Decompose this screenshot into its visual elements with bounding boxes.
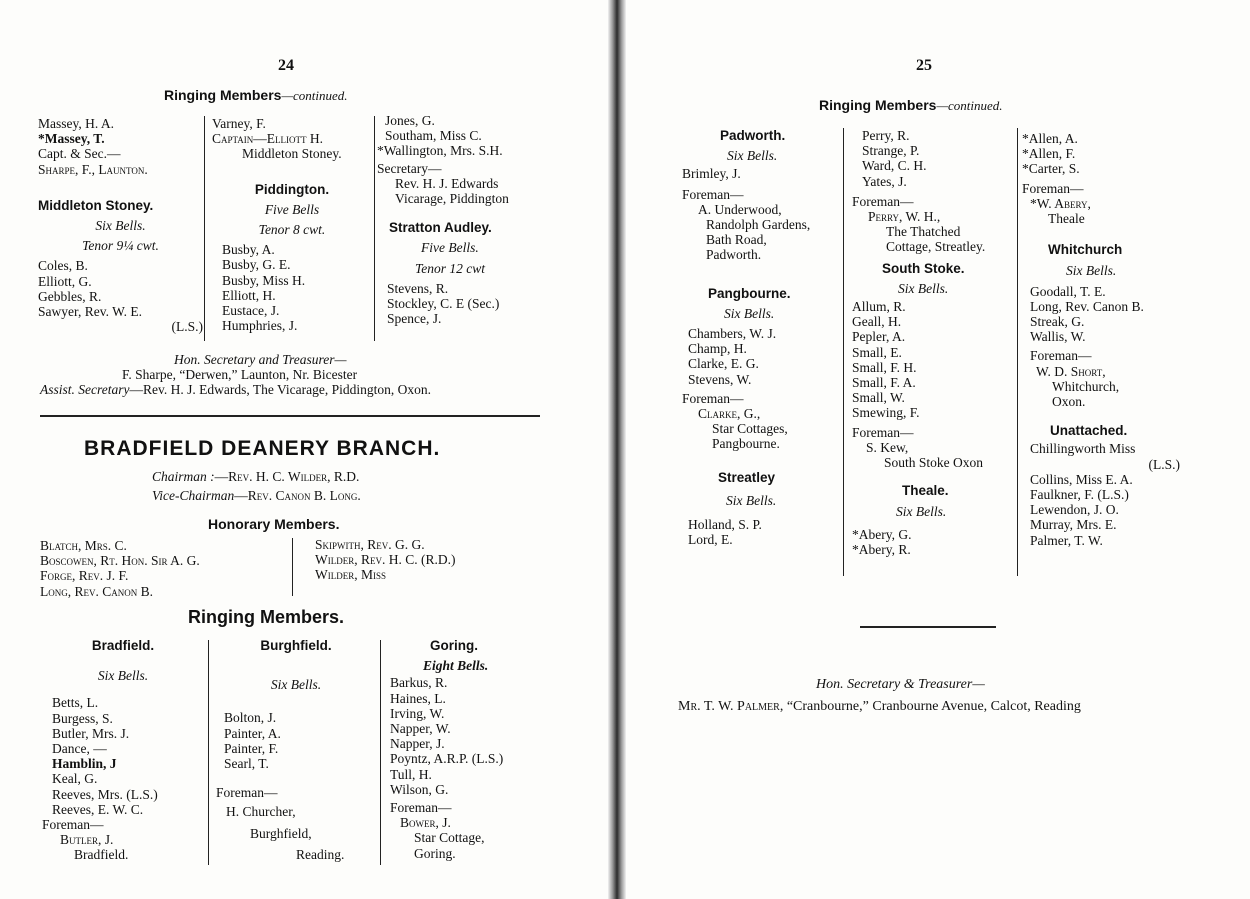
column-whitchurch — [1022, 131, 1202, 548]
member: Collins, Miss E. A. — [1030, 471, 1133, 487]
member: *Allen, F. — [1022, 146, 1076, 162]
foreman-address: Whitchurch, — [1052, 378, 1120, 394]
tower-name: Bradfield. — [91, 638, 155, 653]
tower-name: Whitchurch — [1048, 242, 1123, 258]
foreman-address: Pangbourne. — [712, 436, 780, 452]
column-middleton-stoney — [38, 116, 203, 334]
member: Champ, H. — [688, 341, 747, 357]
tower-name: Theale. — [902, 483, 949, 499]
member: Hamblin, J — [52, 756, 117, 772]
member: Sharpe, F., Launton. — [38, 161, 148, 177]
honorary-member: Wilder, Miss — [315, 567, 386, 583]
right-page — [626, 0, 1250, 899]
column-stratton-audley — [377, 113, 567, 326]
member: Streak, G. — [1030, 314, 1085, 330]
member: Reeves, E. W. C. — [52, 801, 144, 817]
member: Bolton, J. — [224, 710, 277, 726]
member: (L.S.) — [1148, 456, 1180, 472]
foreman-address: South Stoke Oxon — [884, 455, 984, 471]
member: Capt. & Sec.— — [38, 146, 121, 162]
continued-heading: Ringing Members—continued. — [164, 87, 348, 103]
foreman-label: Foreman— — [682, 186, 744, 202]
member: Busby, Miss H. — [222, 272, 306, 288]
column-piddington — [212, 116, 372, 333]
member: Wilson, G. — [390, 781, 449, 797]
member: Ward, C. H. — [862, 158, 927, 174]
member: *Wallington, Mrs. S.H. — [377, 143, 503, 159]
honorary-member: Long, Rev. Canon B. — [40, 583, 154, 599]
chairman: Chairman :—Rev. H. C. Wilder, R.D. — [152, 469, 360, 484]
tower-name: South Stoke. — [882, 260, 965, 276]
member: Jones, G. — [385, 113, 435, 128]
bells-count: Six Bells. — [97, 668, 149, 684]
note: (L.S.) — [171, 319, 203, 335]
member: Haines, L. — [390, 690, 446, 706]
assistant-secretary: Assist. Secretary—Rev. H. J. Edwards, The Vicarage, Piddington, Oxon. — [40, 382, 432, 397]
footer-address: Mr. T. W. Palmer, “Cranbourne,” Cranbourne Avenue, Calcot, Reading — [678, 699, 1081, 714]
bells-count: Five Bells. — [421, 240, 479, 256]
bells-count: Six Bells. — [1066, 263, 1117, 279]
column-divider — [843, 128, 844, 576]
member: *Carter, S. — [1022, 161, 1080, 177]
tower-name: Middleton Stoney. — [38, 197, 154, 213]
member: Chambers, W. J. — [688, 326, 777, 342]
tower-name: Piddington. — [254, 181, 330, 197]
member: Smewing, F. — [852, 405, 920, 421]
member: Palmer, T. W. — [1030, 532, 1103, 548]
member: Chillingworth Miss — [1030, 441, 1136, 457]
secretary-name: Rev. H. J. Edwards — [395, 175, 499, 191]
member: Barkus, R. — [390, 675, 448, 691]
tower-name: Unattached. — [1050, 423, 1128, 439]
page-number: 25 — [916, 57, 932, 74]
branch-title: BRADFIELD DEANERY BRANCH. — [84, 437, 441, 460]
member: Allum, R. — [852, 299, 906, 315]
member: Poyntz, A.R.P. (L.S.) — [390, 751, 504, 767]
member: *Allen, A. — [1022, 131, 1078, 146]
officers-title: Hon. Secretary and Treasurer— — [174, 352, 347, 367]
member: Dance, — — [52, 741, 107, 757]
member: Irving, W. — [390, 705, 445, 721]
member: Busby, A. — [222, 242, 275, 258]
tower-name: Streatley — [718, 469, 776, 485]
foreman-name: A. Underwood, — [698, 201, 782, 217]
foreman-name: Clarke, G., — [698, 406, 761, 422]
honorary-member: Wilder, Rev. H. C. (R.D.) — [315, 552, 456, 568]
member: *Abery, R. — [852, 541, 911, 557]
member: Clarke, E. G. — [688, 356, 759, 372]
member: Elliott, H. — [222, 287, 276, 303]
foreman-address: Randolph Gardens, — [706, 217, 811, 233]
tower-name: Padworth. — [720, 128, 786, 143]
column-south-stoke — [852, 128, 1017, 557]
member: Pepler, A. — [852, 329, 906, 345]
honorary-member: Forge, Rev. J. F. — [40, 568, 129, 584]
member: Varney, F. — [212, 116, 266, 131]
member: Holland, S. P. — [688, 517, 762, 533]
member: Keal, G. — [52, 771, 98, 787]
column-burghfield — [216, 638, 376, 862]
column-divider — [208, 640, 209, 865]
member: Small, F. A. — [852, 375, 916, 391]
foreman-address: Padworth. — [706, 247, 762, 263]
tenor-weight: Tenor 8 cwt. — [258, 222, 326, 238]
member: Gebbles, R. — [38, 288, 102, 304]
member: Goodall, T. E. — [1030, 283, 1106, 299]
foreman-name: *W. Abery, — [1030, 195, 1091, 211]
column-divider — [1017, 128, 1018, 576]
member: Coles, B. — [38, 258, 88, 274]
member: Lord, E. — [688, 532, 733, 548]
member: Small, W. — [852, 390, 905, 406]
member: Tull, H. — [390, 766, 432, 782]
vice-chairman: Vice-Chairman—Rev. Canon B. Long. — [152, 488, 361, 503]
tower-name: Stratton Audley. — [389, 220, 492, 236]
honorary-member: Blatch, Mrs. C. — [40, 538, 127, 553]
member: Searl, T. — [224, 756, 269, 772]
member: Stevens, R. — [387, 280, 449, 296]
member: Wallis, W. — [1030, 329, 1086, 345]
tower-name: Goring. — [430, 638, 478, 653]
foreman-label: Foreman— — [1022, 180, 1084, 196]
bells-count: Six Bells. — [270, 677, 322, 693]
foreman-label: Foreman— — [42, 817, 104, 833]
member: Sawyer, Rev. W. E. — [38, 304, 142, 320]
foreman-label: Foreman— — [852, 193, 914, 209]
member: Stockley, C. E (Sec.) — [387, 296, 500, 312]
member: *Massey, T. — [38, 131, 105, 147]
captain: Captain—Elliott H. — [212, 131, 324, 147]
page-number: 24 — [278, 57, 294, 74]
foreman-address: Star Cottages, — [712, 421, 788, 437]
foreman-label: Foreman— — [390, 800, 452, 816]
foreman-name: H. Churcher, — [226, 804, 296, 820]
member: Eustace, J. — [222, 303, 280, 319]
member: Reeves, Mrs. (L.S.) — [52, 786, 158, 802]
foreman-address: Theale — [1048, 211, 1085, 227]
member: Betts, L. — [52, 695, 99, 711]
left-page — [0, 0, 608, 899]
column-divider — [374, 116, 375, 341]
section-divider — [860, 626, 996, 628]
member: Humphries, J. — [222, 318, 298, 334]
member: Small, F. H. — [852, 359, 917, 375]
tower-name: Burghfield. — [260, 638, 332, 653]
foreman-name: Bower, J. — [400, 815, 451, 831]
officers-secretary: F. Sharpe, “Derwen,” Launton, Nr. Bicester — [122, 367, 358, 382]
ringing-members-heading: Ringing Members. — [188, 607, 345, 627]
member: Long, Rev. Canon B. — [1030, 298, 1144, 314]
secretary-address: Vicarage, Piddington — [395, 191, 509, 207]
member: Yates, J. — [862, 173, 907, 189]
member: Strange, P. — [862, 143, 920, 159]
column-padworth — [682, 128, 842, 547]
bells-count: Six Bells. — [724, 305, 775, 321]
member: Southam, Miss C. — [385, 128, 482, 144]
member: Brimley, J. — [682, 166, 741, 182]
foreman-address: Burghfield, — [250, 825, 312, 841]
foreman-address: Bradfield. — [74, 847, 129, 863]
foreman-label: Foreman— — [852, 424, 914, 440]
continued-heading: Ringing Members—continued. — [819, 97, 1003, 113]
foreman-address: Goring. — [414, 845, 456, 861]
foreman-address: Cottage, Streatley. — [886, 239, 986, 255]
honorary-heading: Honorary Members. — [208, 516, 340, 532]
bells-count: Six Bells. — [898, 280, 949, 296]
member: Faulkner, F. (L.S.) — [1030, 487, 1129, 503]
tower-name: Pangbourne. — [708, 285, 791, 301]
column-divider — [292, 538, 293, 596]
member: Geall, H. — [852, 314, 902, 330]
column-divider — [380, 640, 381, 865]
honorary-member: Boscowen, Rt. Hon. Sir A. G. — [40, 553, 200, 569]
member: Murray, Mrs. E. — [1030, 517, 1117, 533]
member: Napper, W. — [390, 721, 451, 737]
member: Napper, J. — [390, 736, 445, 752]
bells-count: Six Bells. — [727, 148, 778, 164]
foreman-name: Perry, W. H., — [868, 209, 941, 225]
footer-title: Hon. Secretary & Treasurer— — [816, 677, 985, 692]
member: Butler, Mrs. J. — [52, 725, 130, 741]
foreman-label: Foreman— — [216, 785, 278, 801]
member: Perry, R. — [862, 128, 910, 143]
foreman-address: Oxon. — [1052, 394, 1086, 410]
foreman-address: The Thatched — [886, 224, 961, 240]
member: Spence, J. — [387, 311, 442, 327]
member: Stevens, W. — [688, 371, 752, 387]
foreman-address: Star Cottage, — [414, 830, 485, 846]
member: Painter, F. — [224, 740, 279, 756]
honorary-member: Skipwith, Rev. G. G. — [315, 537, 425, 552]
bells-count: Six Bells. — [726, 492, 777, 508]
honorary-right — [315, 537, 545, 583]
column-bradfield — [42, 638, 204, 863]
foreman-label: Foreman— — [682, 390, 744, 406]
honorary-left — [40, 538, 290, 599]
member: Lewendon, J. O. — [1030, 502, 1119, 518]
foreman-address: Bath Road, — [706, 232, 767, 248]
foreman-label: Foreman— — [1030, 348, 1092, 364]
member: Busby, G. E. — [222, 257, 291, 273]
member: Elliott, G. — [38, 273, 92, 289]
member: *Abery, G. — [852, 526, 912, 542]
bells-count: Six Bells. — [896, 504, 947, 520]
bells-count: Six Bells. — [95, 218, 146, 234]
column-goring — [390, 638, 555, 861]
foreman-address: Reading. — [296, 846, 345, 862]
book-gutter — [608, 0, 626, 899]
foreman-name: Butler, J. — [60, 832, 114, 848]
member: Burgess, S. — [52, 710, 113, 726]
column-divider — [204, 116, 205, 341]
captain-place: Middleton Stoney. — [242, 146, 342, 162]
section-divider — [40, 415, 540, 417]
tenor-weight: Tenor 9¼ cwt. — [82, 238, 159, 254]
bells-count: Five Bells — [264, 201, 320, 217]
member: Small, E. — [852, 344, 902, 360]
foreman-name: S. Kew, — [866, 439, 909, 455]
member: Massey, H. A. — [38, 116, 114, 131]
bells-count: Eight Bells. — [423, 658, 489, 674]
foreman-name: W. D. Short, — [1036, 363, 1106, 379]
secretary-label: Secretary— — [377, 160, 442, 176]
member: Painter, A. — [224, 725, 281, 741]
tenor-weight: Tenor 12 cwt — [415, 260, 486, 276]
